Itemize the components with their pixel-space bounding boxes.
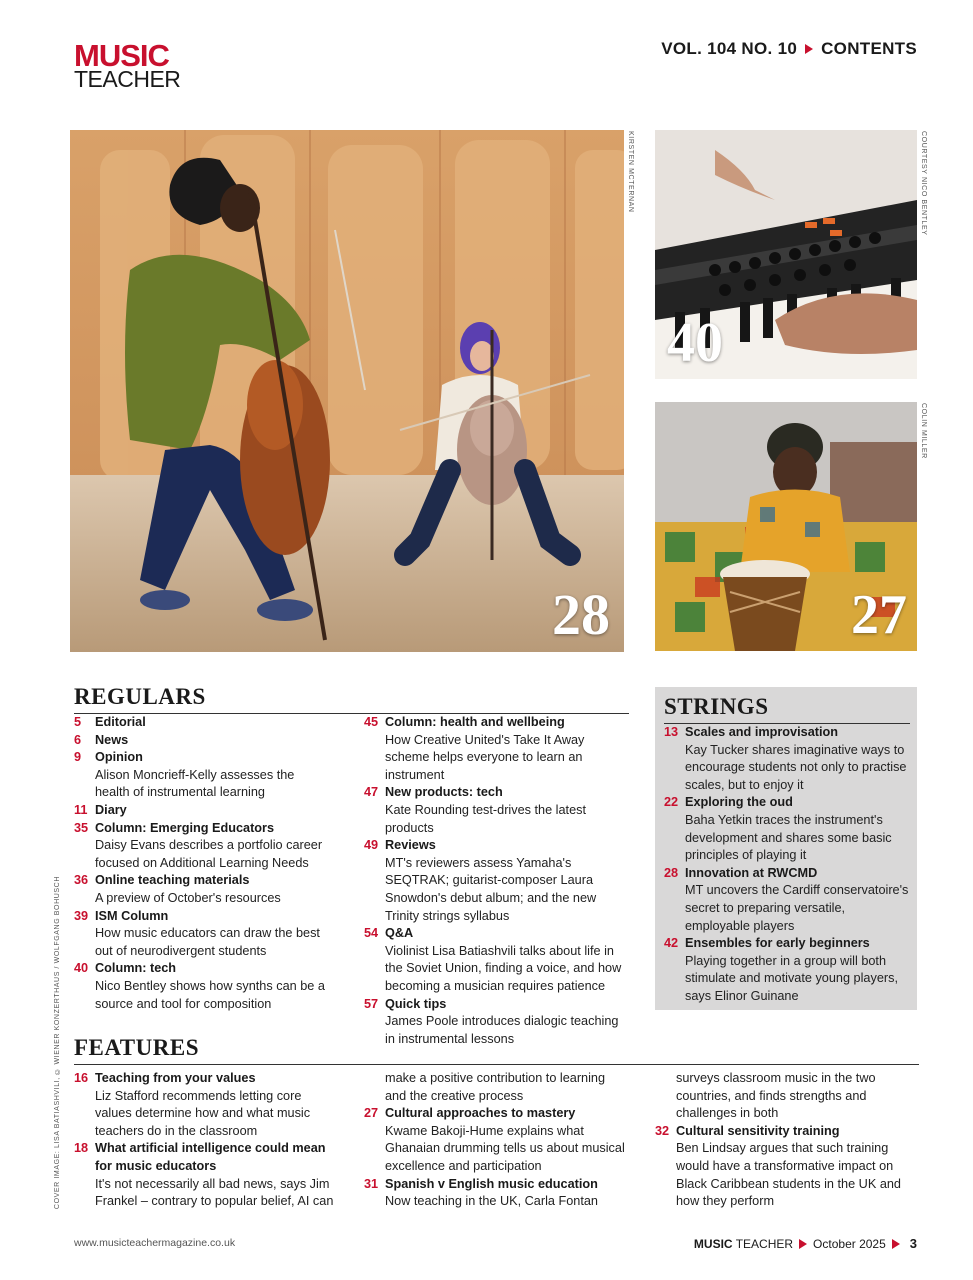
contents-entry[interactable]	[364, 837, 629, 925]
entry-title: New products: tech	[385, 785, 503, 800]
features-column-2	[364, 1070, 629, 1211]
entry-description: make a positive contribution to learning and the creative process	[385, 1071, 606, 1103]
photo-page-number-28: 28	[552, 582, 610, 647]
entry-title: Diary	[95, 802, 127, 817]
entry-title: Exploring the oud	[685, 795, 793, 810]
contents-entry[interactable]	[74, 872, 332, 907]
entry-description: Kay Tucker shares imaginative ways to encourage students not only to practise scales, but to enjoy it	[685, 742, 907, 792]
entry-title: Cultural sensitivity training	[676, 1123, 840, 1138]
contents-entry[interactable]	[74, 960, 332, 1013]
contents-entry[interactable]	[74, 749, 332, 802]
contents-entry[interactable]	[364, 714, 629, 784]
photo-page-number-40: 40	[667, 312, 723, 374]
entry-page	[364, 1070, 385, 1105]
triangle-icon	[799, 1239, 807, 1249]
entry-description: Daisy Evans describes a portfolio career focused on Additional Learning Needs	[95, 838, 323, 870]
entry-description: Ben Lindsay argues that such training would have a transformative impact on Black Caribbean students in the UK and how they perform	[676, 1141, 901, 1209]
entry-page: 42	[664, 936, 679, 951]
entry-title: Cultural approaches to mastery	[385, 1106, 576, 1121]
photo-credit-main: KIRSTEN MCTERNAN	[627, 131, 634, 213]
entry-page: 6	[74, 732, 82, 747]
page-number: 3	[909, 1236, 917, 1251]
photo-credit-synth: COURTESY NICO BENTLEY	[920, 131, 927, 236]
contents-entry[interactable]	[664, 935, 910, 1005]
entry-description: Kwame Bakoji-Hume explains what Ghanaian drumming tells us about musical excellence and participation	[385, 1123, 625, 1173]
entry-page	[655, 1070, 676, 1123]
entry-page: 9	[74, 750, 82, 765]
entry-title: Reviews	[385, 838, 436, 853]
entry-title: News	[95, 732, 129, 747]
entry-description: It's not necessarily all bad news, says Jim Frankel – contrary to popular belief, AI can	[95, 1176, 334, 1209]
entry-title: Online teaching materials	[95, 873, 250, 888]
logo-teacher: TEACHER	[74, 66, 181, 92]
entry-description: A preview of October's resources	[95, 890, 281, 905]
photo-page-number-27: 27	[851, 584, 907, 646]
entry-title: Scales and improvisation	[685, 725, 839, 739]
footer-mag-bold: MUSIC	[693, 1236, 733, 1251]
entry-description: Violinist Lisa Batiashvili talks about life in the Soviet Union, finding a voice, and how becoming a musician requires patience	[385, 943, 622, 993]
footer-date: October 2025	[813, 1236, 886, 1251]
regulars-heading: REGULARS	[74, 684, 629, 714]
photo-cellists	[70, 130, 624, 652]
entry-page: 54	[364, 926, 379, 941]
features-column-1	[74, 1070, 336, 1211]
triangle-icon	[892, 1239, 900, 1249]
entry-description: Now teaching in the UK, Carla Fontan	[385, 1194, 598, 1209]
entry-page: 36	[74, 873, 89, 888]
entry-title: Opinion	[95, 750, 143, 765]
entry-title: Editorial	[95, 715, 146, 729]
entry-title: Column: health and wellbeing	[385, 715, 565, 729]
contents-entry[interactable]	[74, 820, 332, 873]
magazine-logo	[74, 40, 180, 91]
entry-title: Column: Emerging Educators	[95, 820, 275, 835]
entry-page: 35	[74, 820, 89, 835]
strings-list	[664, 724, 910, 1006]
entry-title: Teaching from your values	[95, 1071, 256, 1085]
entry-description: surveys classroom music in the two countries, and finds strengths and challenges in both	[676, 1071, 876, 1121]
entry-page: 31	[364, 1176, 379, 1191]
entry-page: 5	[74, 715, 82, 729]
entry-description: Liz Stafford recommends letting core values determine how and what music teachers do in the classroom	[95, 1088, 311, 1138]
entry-page: 45	[364, 715, 379, 729]
cellists-illustration	[70, 130, 624, 652]
contents-entry[interactable]	[74, 714, 332, 732]
footer-magazine-name	[694, 1237, 793, 1251]
regulars-column-1	[74, 714, 332, 1013]
entry-title: ISM Column	[95, 908, 169, 923]
photo-credit-drummer: COLIN MILLER	[920, 403, 927, 459]
entry-page: 32	[655, 1123, 670, 1138]
entry-page: 39	[74, 908, 89, 923]
entry-page: 16	[74, 1071, 89, 1085]
footer-folio	[694, 1236, 917, 1251]
entry-page: 47	[364, 785, 379, 800]
entry-page: 18	[74, 1141, 89, 1156]
issue-header	[661, 39, 917, 59]
contents-entry-continued[interactable]	[655, 1070, 917, 1123]
contents-entry[interactable]	[74, 802, 332, 820]
entry-page: 28	[664, 865, 679, 880]
photo-synth	[655, 130, 917, 379]
contents-entry[interactable]	[664, 865, 910, 935]
features-column-3	[655, 1070, 917, 1211]
features-heading: FEATURES	[74, 1035, 919, 1065]
entry-description: How Creative United's Take It Away scheme helps everyone to learn an instrument	[385, 732, 585, 782]
issue-volume: VOL. 104 NO. 10	[661, 39, 798, 58]
entry-title: Ensembles for early beginners	[685, 936, 870, 951]
entry-page: 13	[664, 725, 679, 739]
contents-entry[interactable]	[664, 794, 910, 864]
photo-drummer	[655, 402, 917, 651]
logo-music: MUSIC	[74, 38, 169, 73]
contents-entry[interactable]	[655, 1123, 917, 1211]
entry-page: 49	[364, 838, 379, 853]
contents-entry[interactable]	[364, 1105, 629, 1175]
entry-page: 57	[364, 996, 379, 1011]
entry-description: Playing together in a group will both stimulate and motivate young players, says Elinor Guinane	[685, 953, 898, 1003]
entry-page: 40	[74, 961, 89, 976]
cover-image-credit: COVER IMAGE: LISA BATIASHVILI, © WIENER KONZERTHAUS / WOLFGANG BOHUSCH	[54, 876, 61, 1210]
strings-heading: STRINGS	[664, 694, 910, 724]
contents-entry[interactable]	[74, 1140, 336, 1210]
triangle-icon	[805, 44, 813, 54]
footer-website-link[interactable]: www.musicteachermagazine.co.uk	[74, 1237, 236, 1249]
entry-title: Spanish v English music education	[385, 1176, 598, 1191]
contents-entry[interactable]	[664, 724, 910, 794]
contents-entry[interactable]	[74, 1070, 336, 1140]
entry-description: MT's reviewers assess Yamaha's SEQTRAK; guitarist-composer Laura Snowdon's debut album; and the new Trinity strings syllabus	[385, 855, 597, 923]
entry-description: MT uncovers the Cardiff conservatoire's secret to preparing versatile, employable players	[685, 883, 909, 933]
entry-description: James Poole introduces dialogic teaching in instrumental lessons	[385, 1014, 619, 1046]
entry-description: Kate Rounding test-drives the latest products	[385, 802, 586, 835]
entry-title: Column: tech	[95, 961, 177, 976]
contents-entry[interactable]	[364, 784, 629, 837]
entry-title: What artificial intelligence could mean for music educators	[95, 1141, 326, 1173]
contents-entry[interactable]	[364, 1176, 629, 1211]
entry-title: Innovation at RWCMD	[685, 865, 818, 880]
entry-page: 27	[364, 1106, 379, 1121]
entry-description: Baha Yetkin traces the instrument's development and shares some basic principles of playing it	[685, 812, 892, 863]
contents-entry[interactable]	[74, 908, 332, 961]
entry-description: Alison Moncrieff-Kelly assesses the health of instrumental learning	[95, 767, 295, 800]
footer-mag-rest: TEACHER	[735, 1236, 794, 1251]
issue-section: CONTENTS	[821, 39, 917, 58]
entry-title: Quick tips	[385, 996, 447, 1011]
entry-description: Nico Bentley shows how synths can be a source and tool for composition	[95, 978, 325, 1011]
entry-page: 11	[74, 802, 88, 817]
entry-description: How music educators can draw the best out of neurodivergent students	[95, 926, 320, 958]
regulars-column-2	[364, 714, 629, 1048]
entry-title: Q&A	[385, 926, 414, 941]
entry-page: 22	[664, 795, 679, 810]
contents-entry-continued[interactable]	[364, 1070, 629, 1105]
contents-entry[interactable]	[74, 732, 332, 750]
contents-entry[interactable]	[364, 925, 629, 995]
